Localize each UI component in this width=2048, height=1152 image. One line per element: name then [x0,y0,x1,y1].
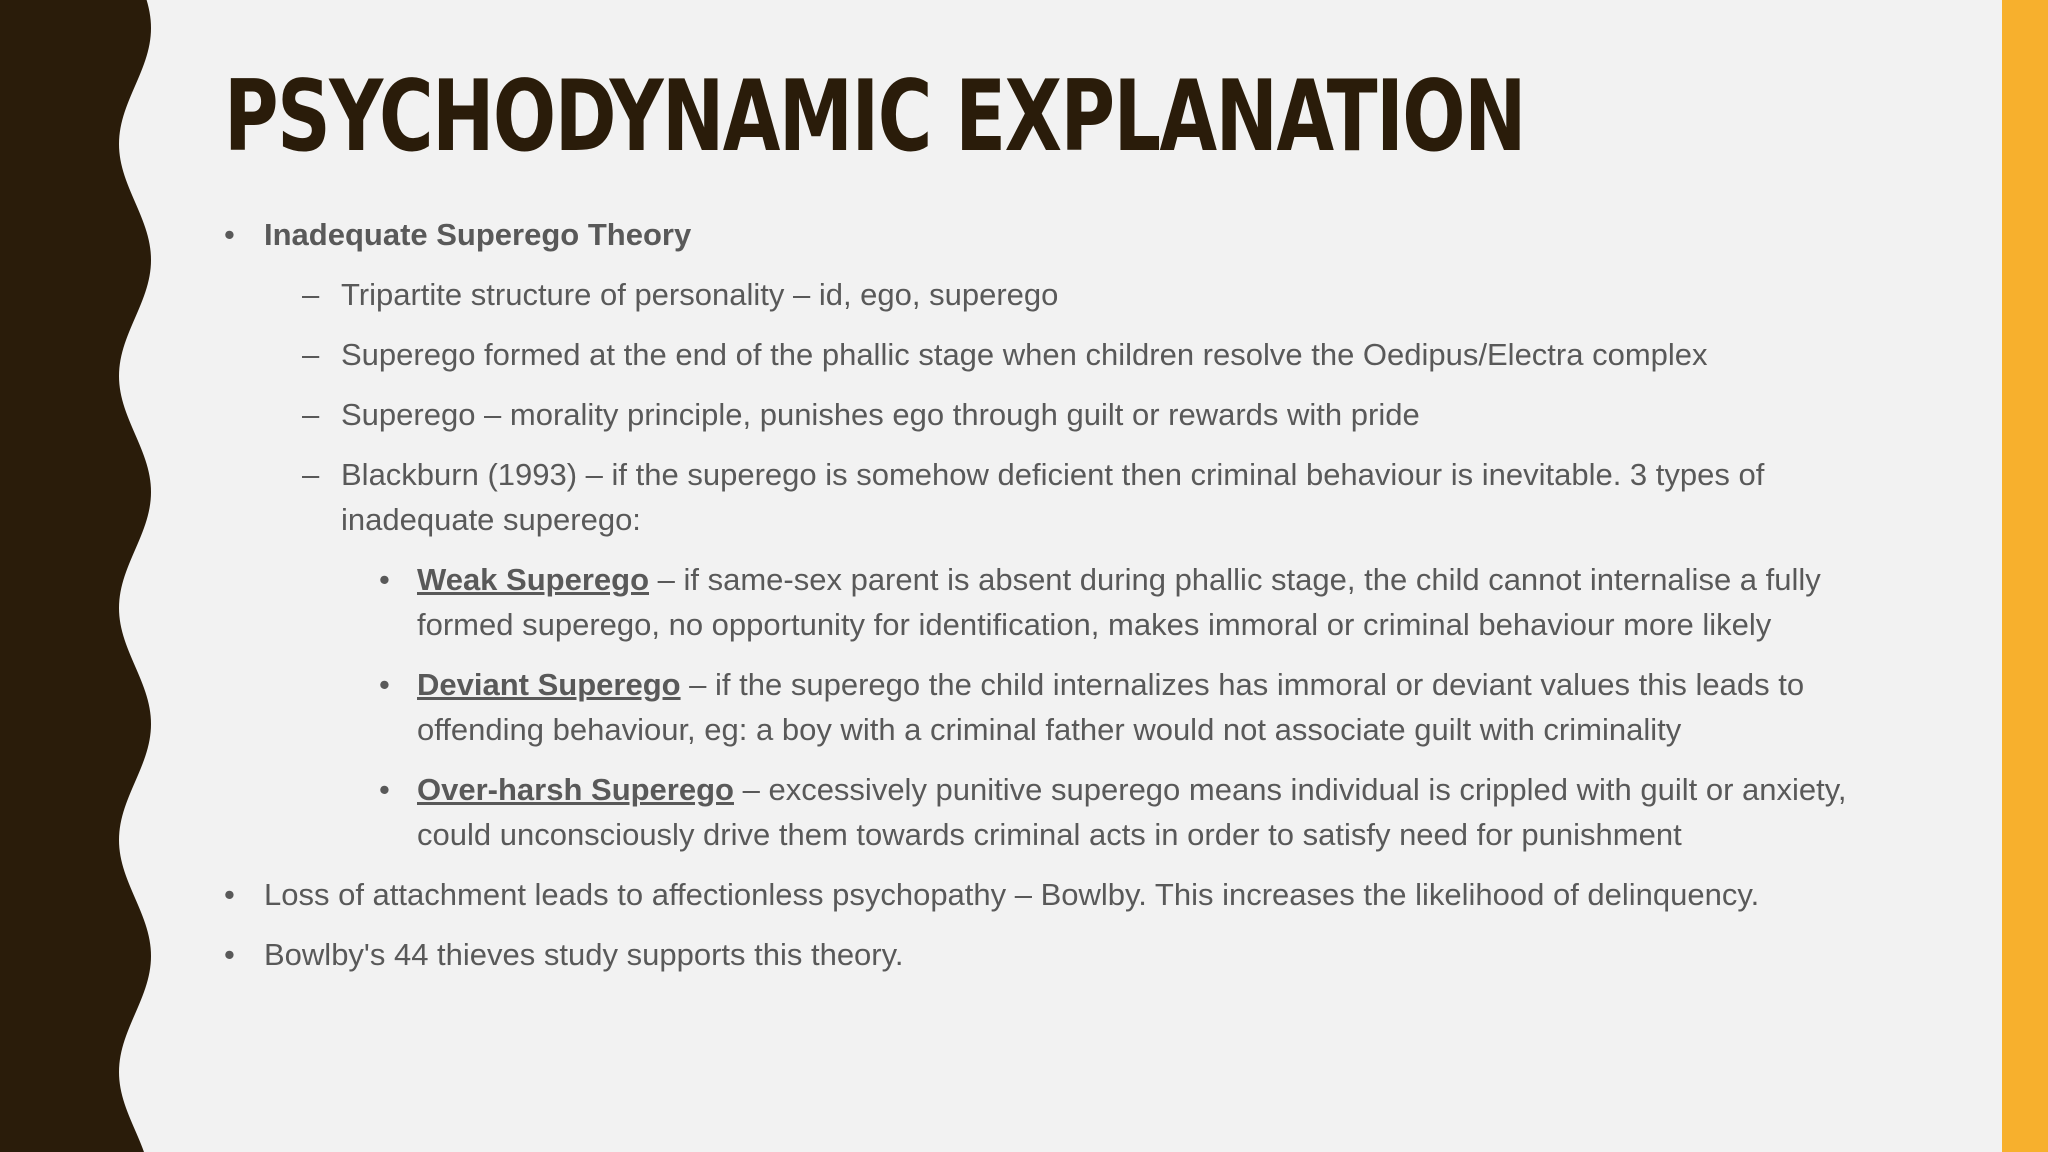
study-text: Bowlby's 44 thieves study supports this theory. [264,937,904,972]
superego-type-deviant [224,662,1884,752]
slide-title: PSYCHODYNAMIC EXPLANATION [224,60,1525,174]
dash-bullet-icon: – [302,337,320,372]
right-accent-bar [2002,0,2048,1152]
superego-type-term: Over-harsh Superego [417,772,734,807]
bullet-study [224,932,1884,977]
superego-type-term: Deviant Superego [417,667,681,702]
sub-point [224,272,1884,317]
superego-type-description: – if the superego the child internalizes has immoral or deviant values this leads to offending behaviour, eg: a boy with a criminal father would not associate guilt with criminality [417,667,1805,747]
round-bullet-icon: • [224,877,235,912]
superego-type-over-harsh [224,767,1884,857]
theory-heading: Inadequate Superego Theory [264,217,692,252]
sub-point [224,332,1884,377]
left-wave-border [0,0,160,1152]
sub-point [224,452,1884,542]
round-bullet-icon: • [224,217,235,252]
attachment-text: Loss of attachment leads to affectionless psychopathy – Bowlby. This increases the likelihood of delinquency. [264,877,1760,912]
sub-point [224,392,1884,437]
round-bullet-icon: • [379,772,390,807]
sub-point-text: Superego formed at the end of the phallic stage when children resolve the Oedipus/Electra complex [341,337,1708,372]
slide-body [224,212,1884,992]
superego-type-term: Weak Superego [417,562,650,597]
round-bullet-icon: • [379,667,390,702]
superego-type-description: – excessively punitive superego means individual is crippled with guilt or anxiety, could unconsciously drive them towards criminal acts in order to satisfy need for punishment [417,772,1847,852]
sub-point-text: Tripartite structure of personality – id, ego, superego [341,277,1059,312]
bullet-attachment [224,872,1884,917]
bullet-theory-heading [224,212,1884,257]
round-bullet-icon: • [379,562,390,597]
superego-type-description: – if same-sex parent is absent during phallic stage, the child cannot internalise a fully formed superego, no opportunity for identification, makes immoral or criminal behaviour more likely [417,562,1821,642]
superego-type-weak [224,557,1884,647]
sub-point-text: Blackburn (1993) – if the superego is somehow deficient then criminal behaviour is inevitable. 3 types of inadequate superego: [341,457,1765,537]
dash-bullet-icon: – [302,457,320,492]
dash-bullet-icon: – [302,397,320,432]
dash-bullet-icon: – [302,277,320,312]
sub-point-text: Superego – morality principle, punishes ego through guilt or rewards with pride [341,397,1420,432]
round-bullet-icon: • [224,937,235,972]
